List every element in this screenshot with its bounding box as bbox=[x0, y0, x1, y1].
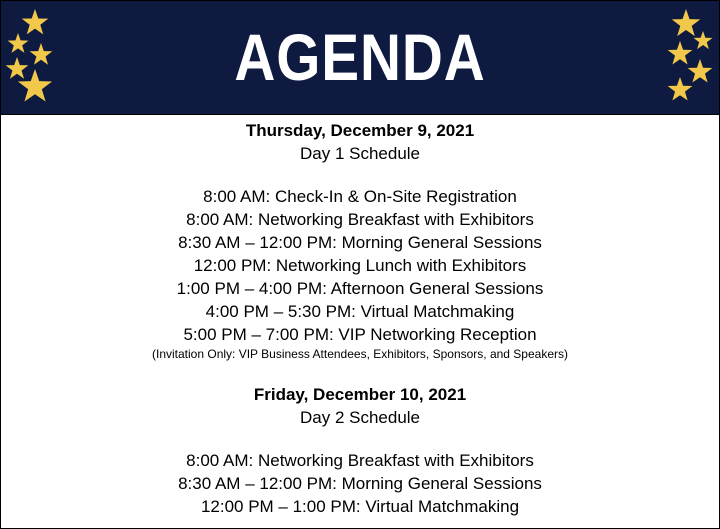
schedule-item: 12:00 PM – 1:00 PM: Virtual Matchmaking bbox=[200, 497, 520, 516]
agenda-banner bbox=[1, 1, 719, 115]
day1-subheading: Day 1 Schedule bbox=[299, 144, 421, 163]
star-icon bbox=[17, 69, 53, 105]
section-gap bbox=[1, 165, 719, 185]
star-cluster-right bbox=[659, 1, 719, 114]
day2-heading: Friday, December 10, 2021 bbox=[253, 385, 467, 404]
section-gap bbox=[1, 429, 719, 449]
schedule-item: 5:00 PM – 7:00 PM: VIP Networking Reception bbox=[183, 325, 537, 344]
day2-subheading: Day 2 Schedule bbox=[299, 408, 421, 427]
schedule-item: 8:30 AM – 12:00 PM: Morning General Sessions bbox=[178, 474, 542, 493]
star-icon bbox=[7, 33, 29, 55]
schedule-item: 8:00 AM: Check-In & On-Site Registration bbox=[203, 187, 517, 206]
section-gap bbox=[1, 363, 719, 383]
schedule-item: 8:30 AM – 12:00 PM: Morning General Sessions bbox=[178, 233, 542, 252]
schedule-item: 12:00 PM: Networking Lunch with Exhibitors bbox=[193, 256, 527, 275]
schedule-item: 8:00 AM: Networking Breakfast with Exhibitors bbox=[186, 451, 534, 470]
agenda-title: AGENDA bbox=[234, 20, 486, 94]
agenda-schedule bbox=[1, 119, 719, 518]
schedule-item: 4:00 PM – 5:30 PM: Virtual Matchmaking bbox=[205, 302, 515, 321]
schedule-item: 1:00 PM – 4:00 PM: Afternoon General Sessions bbox=[176, 279, 544, 298]
schedule-item: 8:00 AM: Networking Breakfast with Exhibitors bbox=[186, 210, 534, 229]
star-icon bbox=[29, 43, 53, 67]
invitation-note: (Invitation Only: VIP Business Attendees, Exhibitors, Sponsors, and Speakers) bbox=[152, 347, 568, 361]
star-icon bbox=[667, 77, 693, 103]
day1-heading: Thursday, December 9, 2021 bbox=[245, 121, 475, 140]
star-icon bbox=[693, 31, 713, 51]
